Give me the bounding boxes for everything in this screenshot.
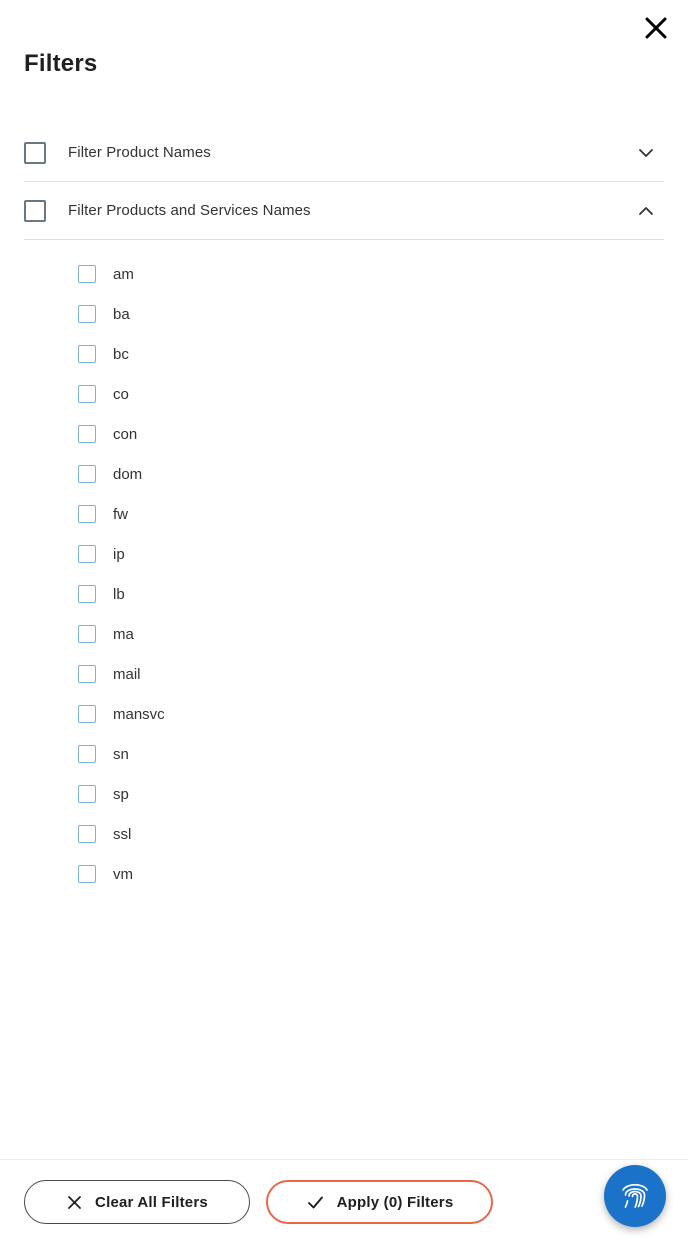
close-button[interactable]	[638, 10, 674, 46]
chevron-down-icon[interactable]	[636, 143, 656, 163]
clear-all-filters-button[interactable]	[24, 1180, 250, 1224]
option-label: fw	[113, 505, 128, 523]
fingerprint-icon	[618, 1177, 652, 1216]
option-label: ma	[113, 625, 134, 643]
filter-options-list	[24, 254, 664, 894]
apply-filters-label: Apply (0) Filters	[336, 1193, 454, 1211]
checkbox-filter-products-and-services-names[interactable]	[24, 200, 46, 222]
list-item[interactable]	[78, 774, 664, 814]
fingerprint-fab-button[interactable]	[604, 1165, 666, 1227]
chevron-up-icon[interactable]	[636, 201, 656, 221]
clear-all-filters-label: Clear All Filters	[95, 1193, 208, 1211]
list-item[interactable]	[78, 694, 664, 734]
filters-footer	[0, 1159, 688, 1249]
list-item[interactable]	[78, 574, 664, 614]
accordion-label: Filter Product Names	[68, 144, 211, 161]
option-label: mail	[113, 665, 141, 683]
option-label: dom	[113, 465, 143, 483]
checkbox-filter-product-names[interactable]	[24, 142, 46, 164]
option-label: bc	[113, 345, 129, 363]
checkbox-option[interactable]	[78, 825, 96, 843]
checkbox-option[interactable]	[78, 265, 96, 283]
list-item[interactable]	[78, 734, 664, 774]
list-item[interactable]	[78, 454, 664, 494]
list-item[interactable]	[78, 294, 664, 334]
checkbox-option[interactable]	[78, 585, 96, 603]
option-label: vm	[113, 865, 133, 883]
option-label: am	[113, 265, 134, 283]
option-label: con	[113, 425, 138, 443]
list-item[interactable]	[78, 334, 664, 374]
checkbox-option[interactable]	[78, 705, 96, 723]
list-item[interactable]	[78, 254, 664, 294]
checkbox-option[interactable]	[78, 865, 96, 883]
option-label: sn	[113, 745, 129, 763]
checkbox-option[interactable]	[78, 425, 96, 443]
option-label: co	[113, 385, 129, 403]
checkbox-option[interactable]	[78, 305, 96, 323]
checkbox-option[interactable]	[78, 625, 96, 643]
list-item[interactable]	[78, 534, 664, 574]
checkbox-option[interactable]	[78, 385, 96, 403]
option-label: ip	[113, 545, 125, 563]
accordion-filter-products-and-services-names[interactable]	[24, 182, 664, 240]
page-title: Filters	[24, 50, 98, 77]
list-item[interactable]	[78, 614, 664, 654]
accordion-label: Filter Products and Services Names	[68, 202, 311, 219]
check-icon	[306, 1193, 325, 1212]
option-label: sp	[113, 785, 129, 803]
close-icon	[643, 15, 669, 41]
list-item[interactable]	[78, 814, 664, 854]
list-item[interactable]	[78, 414, 664, 454]
option-label: ba	[113, 305, 130, 323]
list-item[interactable]	[78, 494, 664, 534]
checkbox-option[interactable]	[78, 785, 96, 803]
checkbox-option[interactable]	[78, 665, 96, 683]
x-icon	[66, 1194, 83, 1211]
filter-accordion	[24, 124, 664, 894]
checkbox-option[interactable]	[78, 465, 96, 483]
option-label: lb	[113, 585, 125, 603]
checkbox-option[interactable]	[78, 745, 96, 763]
apply-filters-button[interactable]	[266, 1180, 493, 1224]
checkbox-option[interactable]	[78, 505, 96, 523]
accordion-filter-product-names[interactable]	[24, 124, 664, 182]
list-item[interactable]	[78, 654, 664, 694]
option-label: ssl	[113, 825, 132, 843]
checkbox-option[interactable]	[78, 345, 96, 363]
checkbox-option[interactable]	[78, 545, 96, 563]
option-label: mansvc	[113, 705, 165, 723]
list-item[interactable]	[78, 374, 664, 414]
list-item[interactable]	[78, 854, 664, 894]
